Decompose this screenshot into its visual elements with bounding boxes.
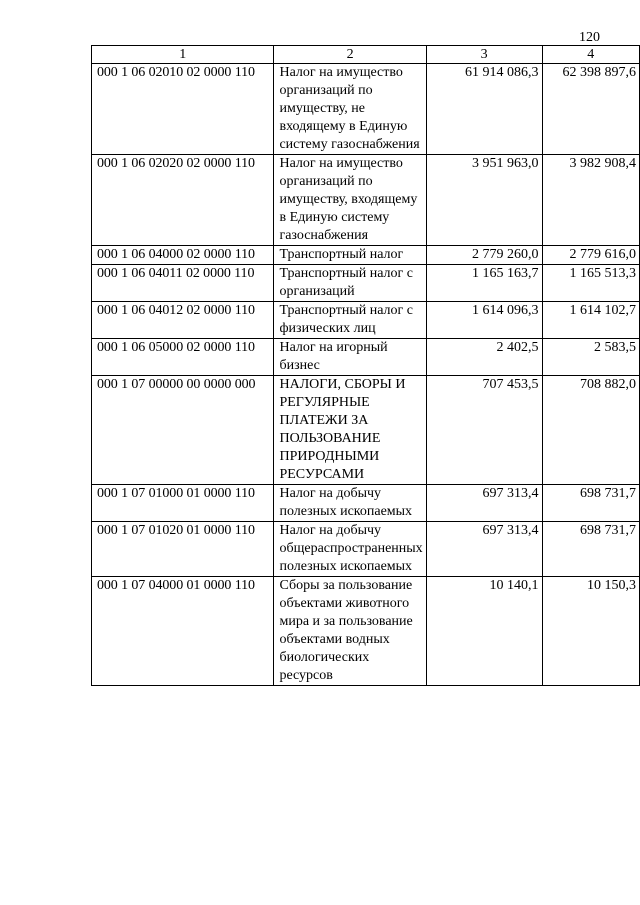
table-row bbox=[92, 265, 640, 302]
page-number: 120 bbox=[579, 30, 600, 45]
table-row bbox=[92, 246, 640, 265]
table-row bbox=[92, 339, 640, 376]
value-column-4: 1 614 102,7 bbox=[542, 302, 640, 339]
revenue-code: 000 1 06 02020 02 0000 110 bbox=[92, 155, 274, 246]
revenue-code: 000 1 07 00000 00 0000 000 bbox=[92, 376, 274, 485]
revenue-name: Сборы за пользование объектами животного мира и за пользование объектами водных биологических ресурсов bbox=[274, 577, 426, 686]
revenue-code: 000 1 06 04012 02 0000 110 bbox=[92, 302, 274, 339]
budget-revenue-table bbox=[91, 45, 640, 686]
value-column-3: 697 313,4 bbox=[426, 485, 542, 522]
value-column-4: 3 982 908,4 bbox=[542, 155, 640, 246]
value-column-3: 1 614 096,3 bbox=[426, 302, 542, 339]
revenue-code: 000 1 06 05000 02 0000 110 bbox=[92, 339, 274, 376]
revenue-code: 000 1 07 01020 01 0000 110 bbox=[92, 522, 274, 577]
table-row bbox=[92, 376, 640, 485]
revenue-code: 000 1 06 04011 02 0000 110 bbox=[92, 265, 274, 302]
revenue-name: Налог на имущество организаций по имуществу, входящему в Единую систему газоснабжения bbox=[274, 155, 426, 246]
revenue-name: НАЛОГИ, СБОРЫ И РЕГУЛЯРНЫЕ ПЛАТЕЖИ ЗА ПОЛЬЗОВАНИЕ ПРИРОДНЫМИ РЕСУРСАМИ bbox=[274, 376, 426, 485]
table-row bbox=[92, 485, 640, 522]
value-column-3: 707 453,5 bbox=[426, 376, 542, 485]
revenue-code: 000 1 06 02010 02 0000 110 bbox=[92, 64, 274, 155]
value-column-4: 1 165 513,3 bbox=[542, 265, 640, 302]
value-column-4: 10 150,3 bbox=[542, 577, 640, 686]
value-column-4: 62 398 897,6 bbox=[542, 64, 640, 155]
revenue-name: Транспортный налог bbox=[274, 246, 426, 265]
value-column-4: 2 779 616,0 bbox=[542, 246, 640, 265]
value-column-3: 1 165 163,7 bbox=[426, 265, 542, 302]
column-header-2: 2 bbox=[274, 46, 426, 64]
revenue-name: Налог на добычу общераспространенных полезных ископаемых bbox=[274, 522, 426, 577]
table-row bbox=[92, 522, 640, 577]
revenue-name: Налог на имущество организаций по имуществу, не входящему в Единую систему газоснабжения bbox=[274, 64, 426, 155]
column-header-3: 3 bbox=[426, 46, 542, 64]
revenue-code: 000 1 07 04000 01 0000 110 bbox=[92, 577, 274, 686]
value-column-3: 61 914 086,3 bbox=[426, 64, 542, 155]
revenue-name: Налог на добычу полезных ископаемых bbox=[274, 485, 426, 522]
table-header-row bbox=[92, 46, 640, 64]
value-column-3: 2 779 260,0 bbox=[426, 246, 542, 265]
value-column-4: 2 583,5 bbox=[542, 339, 640, 376]
value-column-4: 698 731,7 bbox=[542, 522, 640, 577]
column-header-1: 1 bbox=[92, 46, 274, 64]
value-column-4: 698 731,7 bbox=[542, 485, 640, 522]
revenue-name: Налог на игорный бизнес bbox=[274, 339, 426, 376]
table-row bbox=[92, 577, 640, 686]
value-column-3: 697 313,4 bbox=[426, 522, 542, 577]
value-column-3: 2 402,5 bbox=[426, 339, 542, 376]
revenue-code: 000 1 07 01000 01 0000 110 bbox=[92, 485, 274, 522]
revenue-name: Транспортный налог с физических лиц bbox=[274, 302, 426, 339]
value-column-3: 3 951 963,0 bbox=[426, 155, 542, 246]
value-column-4: 708 882,0 bbox=[542, 376, 640, 485]
revenue-name: Транспортный налог с организаций bbox=[274, 265, 426, 302]
value-column-3: 10 140,1 bbox=[426, 577, 542, 686]
revenue-code: 000 1 06 04000 02 0000 110 bbox=[92, 246, 274, 265]
column-header-4: 4 bbox=[542, 46, 640, 64]
table-row bbox=[92, 302, 640, 339]
table-row bbox=[92, 155, 640, 246]
table-row bbox=[92, 64, 640, 155]
